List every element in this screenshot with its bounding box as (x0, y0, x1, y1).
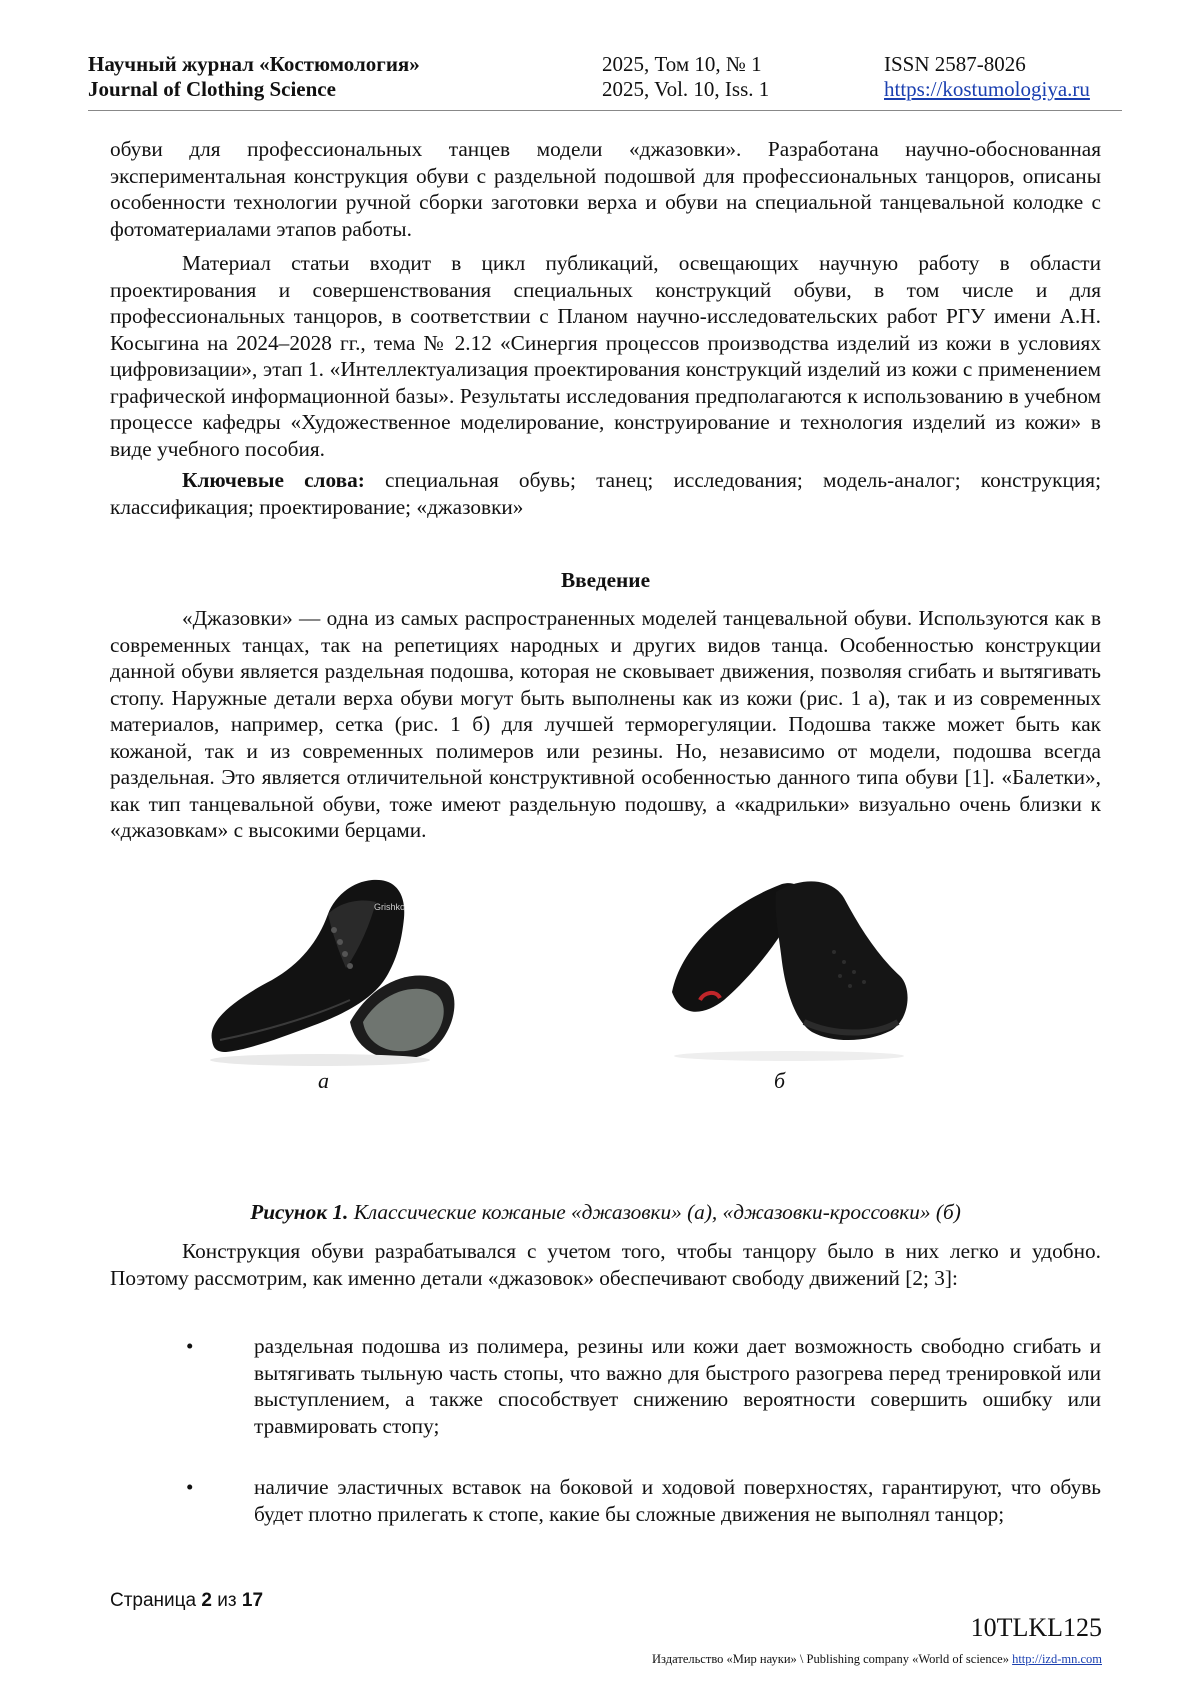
figure-caption (110, 1200, 1101, 1225)
figure-label-a: а (318, 1068, 329, 1093)
journal-title-ru: Научный журнал «Костюмология» (88, 52, 420, 76)
paragraph-4: Конструкция обуви разрабатывался с учетом того, чтобы танцору было в них легко и удобно. Поэтому рассмотрим, как именно детали «джазовок» обеспечивают свободу движений [2; 3]: (110, 1239, 1101, 1290)
caption-text: Классические кожаные «джазовки» (а), «джазовки-кроссовки» (б) (348, 1200, 961, 1224)
issue-block (602, 52, 769, 102)
journal-url-link[interactable]: https://kostumologiya.ru (884, 77, 1090, 101)
shadow (210, 1054, 430, 1066)
bullet-icon: • (186, 1475, 194, 1499)
keywords-text: специальная обувь; танец; исследования; модель-аналог; конструкция; классификация; проектирование; «джазовки» (110, 468, 1102, 519)
figure-1b-jazz-sneakers (664, 872, 914, 1067)
abstract-continuation (110, 136, 1101, 242)
paragraph-1: обуви для профессиональных танцев модели «джазовки». Разработана научно-обоснованная экспериментальная конструкция обуви с раздельной подошвой для профессиональных танцоров, описаны особенности технологии ручной сборки заготовки верха и обуви на специальной танцевальной колодке с фотоматериалами этапов работы. (110, 137, 1101, 241)
abstract-funding (110, 250, 1101, 462)
list-item (110, 1333, 1101, 1439)
page-number (110, 1590, 263, 1612)
intro-paragraph (110, 605, 1101, 844)
article-code: 10TLKL125 (970, 1613, 1102, 1642)
shadow (674, 1051, 904, 1061)
brand-mark: Grishko (374, 902, 406, 912)
publisher-line (652, 1652, 1102, 1667)
keywords (110, 467, 1101, 520)
publisher-url-link[interactable]: http://izd-mn.com (1012, 1652, 1102, 1666)
issue-ru: 2025, Том 10, № 1 (602, 52, 762, 76)
page-word: Страница (110, 1590, 202, 1611)
section-title: Введение (560, 568, 651, 592)
keywords-label: Ключевые слова: (182, 468, 365, 492)
section-heading (110, 567, 1101, 594)
caption-label: Рисунок 1. (250, 1200, 349, 1224)
figure-1a-leather-jazz-shoes (200, 872, 460, 1072)
journal-title-block (88, 52, 420, 102)
design-paragraph (110, 1238, 1101, 1291)
list-item (110, 1474, 1101, 1527)
issn: ISSN 2587-8026 (884, 52, 1026, 76)
page-current: 2 (201, 1590, 212, 1611)
issue-en: 2025, Vol. 10, Iss. 1 (602, 77, 770, 101)
header-divider (88, 110, 1122, 111)
list-item-text: наличие эластичных вставок на боковой и ходовой поверхностях, гарантируют, что обувь будет плотно прилегать к стопе, какие бы сложные движения не выполнял танцор; (254, 1475, 1101, 1526)
right-sneaker (776, 881, 908, 1040)
bullet-icon: • (186, 1334, 194, 1358)
page-total: 17 (241, 1590, 264, 1611)
list-item-text: раздельная подошва из полимера, резины или кожи дает возможность свободно сгибать и вытягивать тыльную часть стопы, что важно для быстрого разогрева перед тренировкой или выступлением, а также способствует снижению вероятности совершить ошибку или травмировать стопу; (254, 1334, 1101, 1438)
issn-block (884, 52, 1090, 102)
paragraph-2: Материал статьи входит в цикл публикаций, освещающих научную работу в области проектирования и совершенствования специальных конструкций обуви, в том числе и для профессиональных танцоров, в соответствии с Планом научно-исследовательских работ РГУ имени А.Н. Косыгина на 2024–2028 гг., тема № 2.12 «Синергия процессов производства изделий из кожи в условиях цифровизации», этап 1. «Интеллектуализация проектирования конструкций изделий из кожи с применением графической информационной базы». Результаты исследования предполагаются к использованию в учебном процессе кафедры «Художественное моделирование, конструирование и технология изделий из кожи» в виде учебного пособия. (110, 251, 1101, 461)
figure-label-b: б (774, 1068, 786, 1093)
page-of: из (211, 1590, 242, 1611)
journal-title-en: Journal of Clothing Science (88, 77, 336, 101)
publisher-text: Издательство «Мир науки» \ Publishing company «World of science» (652, 1652, 1013, 1666)
paragraph-3: «Джазовки» — одна из самых распространенных моделей танцевальной обуви. Используются как в современных танцах, так на репетициях народных и других видов танца. Особенностью конструкции данной обуви является раздельная подошва, которая не сковывает движения, позволяя сгибать и вытягивать стопу. Наружные детали верха обуви могут быть выполнены как из кожи (рис. 1 а), так и из современных материалов, например, сетка (рис. 1 б) для лучшей терморегуляции. Подошва также может быть как кожаной, так и из современных полимеров или резины. Но, независимо от модели, подошва всегда раздельная. Это является отличительной конструктивной особенностью данного типа обуви [1]. «Балетки», как тип танцевальной обуви, тоже имеют раздельную подошву, а «кадрильки» визуально очень близки к «джазовкам» с высокими берцами. (110, 606, 1101, 842)
